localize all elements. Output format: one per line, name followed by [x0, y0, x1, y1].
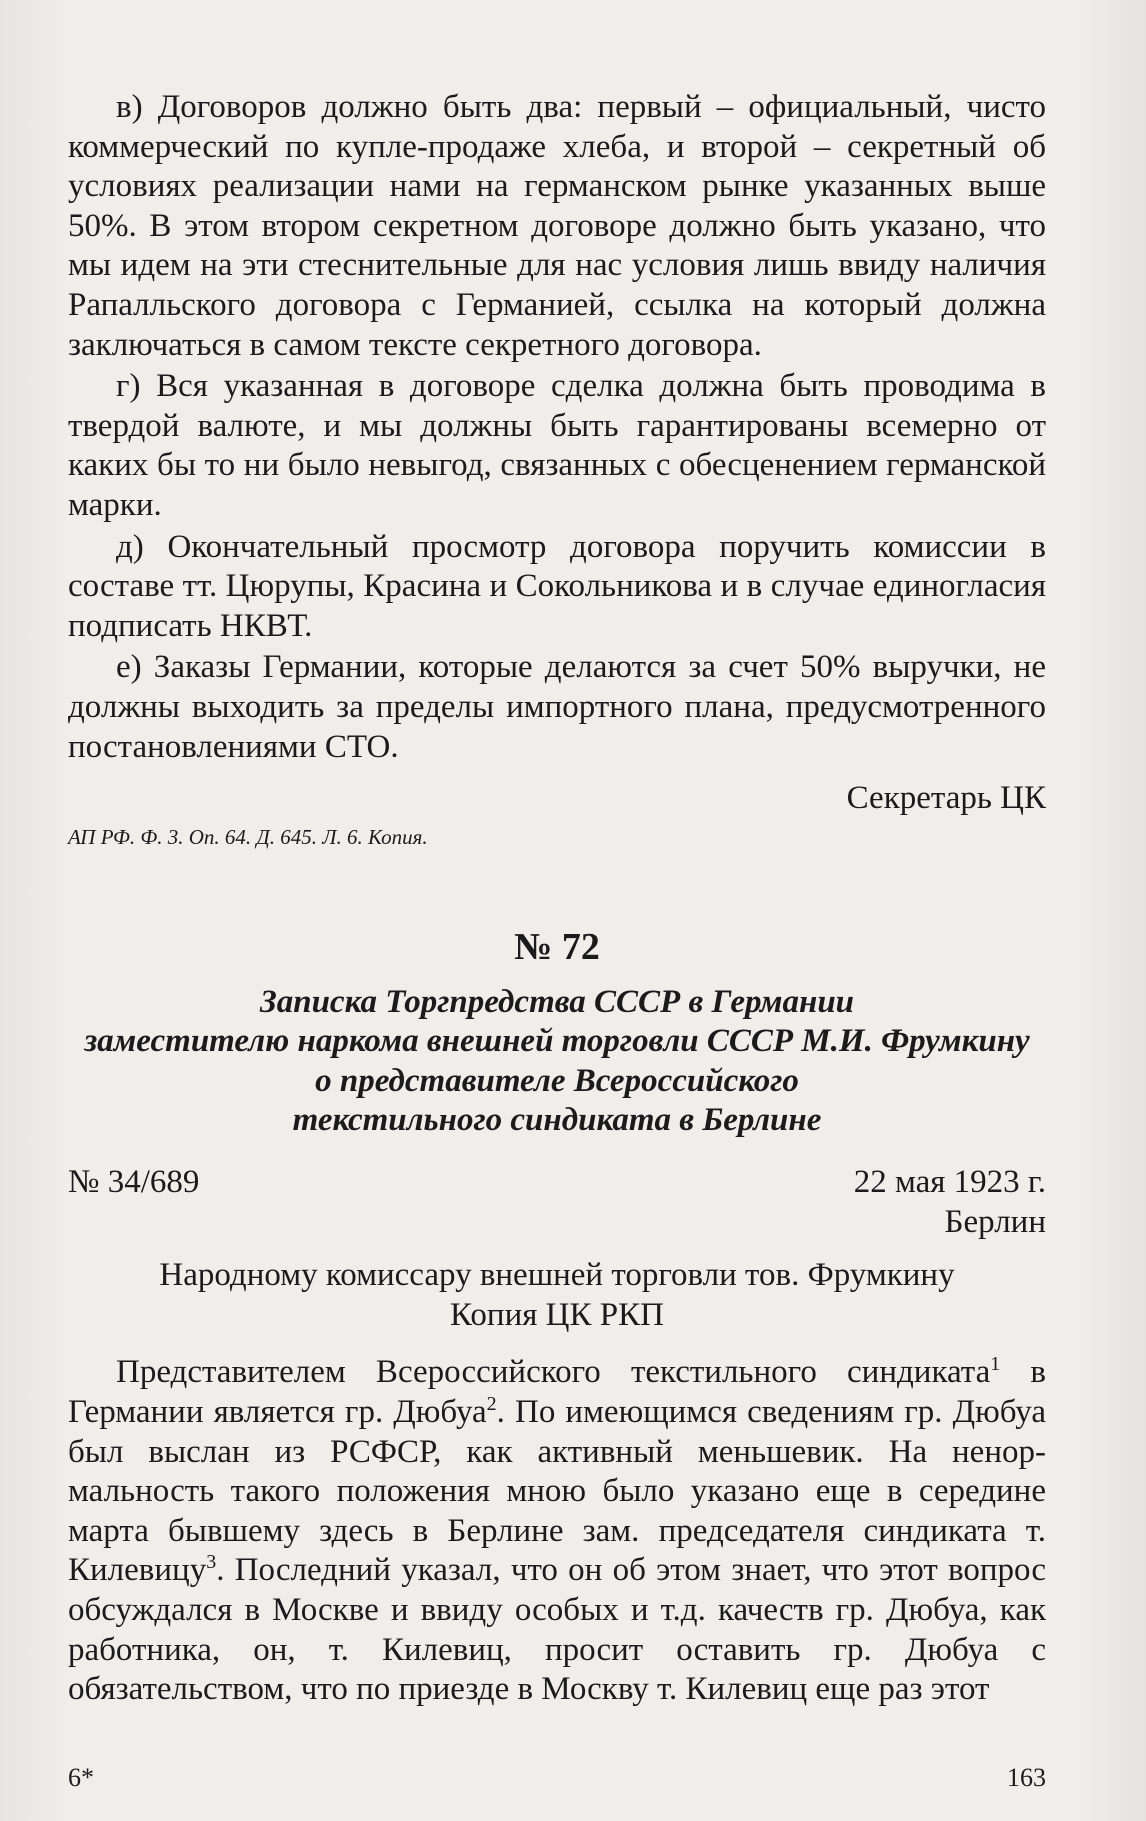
outgoing-number: № 34/689 — [68, 1164, 200, 1201]
footnote-ref: 1 — [990, 1353, 1001, 1376]
document-date: 22 мая 1923 г. — [853, 1164, 1046, 1201]
signature-mark: 6* — [68, 1763, 94, 1792]
title-line: о представителе Всероссийского — [315, 1062, 799, 1099]
footnote-ref: 2 — [486, 1393, 497, 1416]
addressee-line: Копия ЦК РКП — [450, 1296, 664, 1333]
paragraph-g: г) Вся указанная в договоре сделка должна быть проводима в твердой валюте, и мы должны быть гарантированы всемерно от каких бы то ни было невыгод, связанных с обесценением германской марки. — [68, 368, 1046, 523]
archive-reference: АП РФ. Ф. 3. Оп. 64. Д. 645. Л. 6. Копия. — [68, 824, 428, 849]
addressee-line: Народному комиссару внешней торговли тов. Фрумкину — [159, 1257, 955, 1294]
text-block — [68, 88, 1046, 1710]
addressee — [68, 1256, 1046, 1335]
title-line: Записка Торгпредства СССР в Германии — [259, 983, 855, 1020]
paragraph-v: в) Договоров должно быть два: первый – официальный, чисто коммерческий по купле-продаже хлеба, и второй – секретный об условиях реализации нами на германском рынке указанных выше 50%. В этом втором секретном договоре должно быть указано, что мы идем на эти стеснительные для нас условия лишь ввиду наличия Рапалльского договора с Германией, ссылка на который должна заключаться в самом тексте секретного договора. — [68, 89, 1046, 363]
body-text: в Германии является гр. Дюбуа — [68, 1354, 1046, 1431]
paragraph-d: д) Окончательный просмотр договора поручить комиссии в составе тт. Цюрупы, Красина и Сокольникова и в случае единогласия подписать НКВТ. — [68, 528, 1046, 644]
body-text: Представителем Всероссийского текстильного синдиката — [116, 1354, 991, 1391]
document-title — [68, 983, 1046, 1141]
body-paragraph — [68, 1353, 1046, 1709]
page-number: 163 — [1007, 1763, 1046, 1792]
paragraph-e: е) Заказы Германии, которые делаются за счет 50% выручки, не должны выходить за пределы импортного плана, предусмотренного постановлениями СТО. — [68, 649, 1046, 765]
document-place: Берлин — [944, 1203, 1046, 1240]
page-footer — [68, 1763, 1046, 1793]
signature: Секретарь ЦК — [846, 780, 1046, 817]
document-meta — [68, 1163, 1046, 1203]
title-line: текстильного синдиката в Берлине — [292, 1102, 822, 1139]
body-text: . Последний указал, что он об этом знает, что этот вопрос обсуждался в Москве и ввиду особых и т.д. качеств гр. Дюбуа, как работника, он, т. Килевиц, просит оставить гр. Дюбуа с обязательством, что по приезде в Москву т. Килевиц еще раз этот — [68, 1552, 1046, 1708]
document-number: № 72 — [514, 925, 600, 968]
body-text: . По имеющимся сведениям гр. Дюбуа был выслан из РСФСР, как активный меньшевик. На ненормальность такого положения мною было указано еще в середине марта бывшему здесь в Берлине зам. председателя синдиката т. Килевицу — [68, 1394, 1046, 1589]
footnote-ref: 3 — [206, 1551, 217, 1574]
title-line: заместителю наркома внешней торговли СССР М.И. Фрумкину — [84, 1023, 1030, 1060]
